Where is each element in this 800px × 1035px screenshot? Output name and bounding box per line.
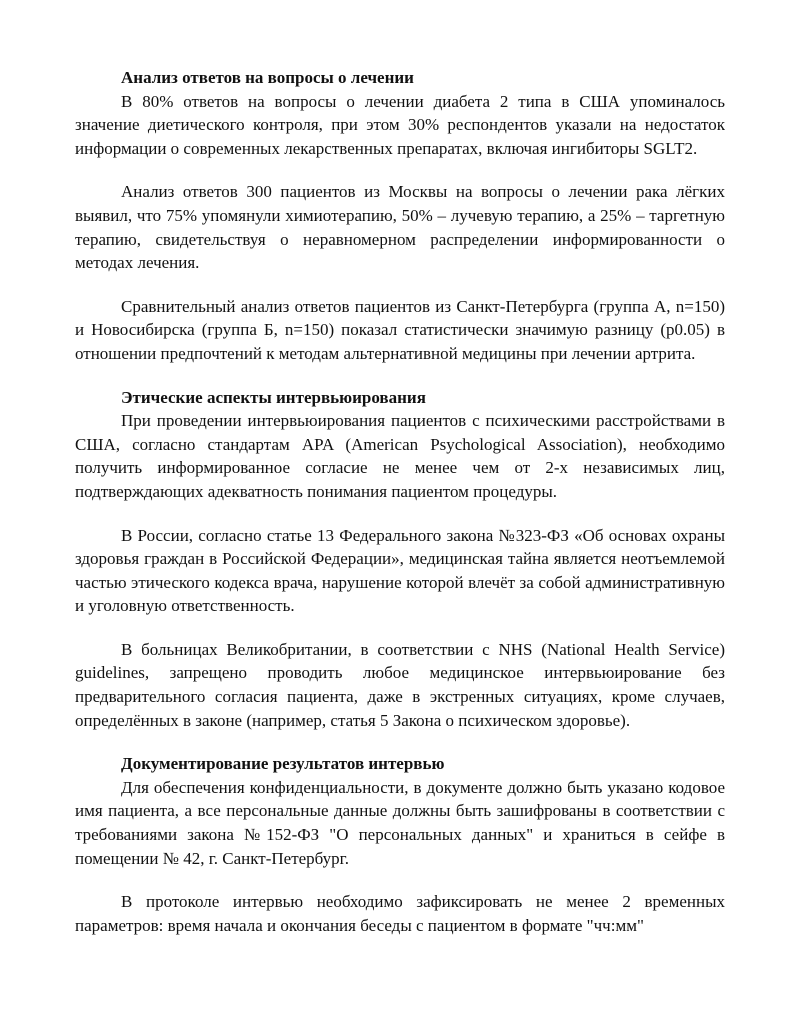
paragraph: В России, согласно статье 13 Федерального закона №323-ФЗ «Об основах охраны здоровья граждан в Российской Федерации», медицинская тайна является неотъемлемой частью этического кодекса врача, нарушение которой влечёт за собой административную и уголовную ответственность. bbox=[75, 525, 725, 616]
section-heading: Анализ ответов на вопросы о лечении bbox=[121, 68, 414, 87]
paragraph: В 80% ответов на вопросы о лечении диабета 2 типа в США упоминалось значение диетического контроля, при этом 30% респондентов указали на недостаток информации о современных лекарственных препаратах, включая ингибиторы SGLT2. bbox=[75, 91, 725, 158]
document-page bbox=[75, 66, 725, 937]
section-treatment-analysis bbox=[75, 66, 725, 366]
section-ethics bbox=[75, 386, 725, 733]
paragraph: Анализ ответов 300 пациентов из Москвы на вопросы о лечении рака лёгких выявил, что 75% упомянули химиотерапию, 50% – лучевую терапию, а 25% – таргетную терапию, свидетельствуя о неравномерном распределении информированности о методах лечения. bbox=[75, 182, 725, 273]
paragraph: Сравнительный анализ ответов пациентов из Санкт-Петербурга (группа А, n=150) и Новосибирска (группа Б, n=150) показал статистически значимую разницу (p0.05) в отношении предпочтений к методам альтернативной медицины при лечении артрита. bbox=[75, 296, 725, 363]
paragraph: Для обеспечения конфиденциальности, в документе должно быть указано кодовое имя пациента, а все персональные данные должны быть зашифрованы в соответствии с требованиями закона №152-ФЗ "О персональных данных" и храниться в сейфе в помещении № 42, г. Санкт-Петербург. bbox=[75, 777, 725, 868]
paragraph: В больницах Великобритании, в соответствии с NHS (National Health Service) guidelines, запрещено проводить любое медицинское интервьюирование без предварительного согласия пациента, даже в экстренных ситуациях, кроме случаев, определённых в законе (например, статья 5 Закона о психическом здоровье). bbox=[75, 639, 725, 730]
paragraph: В протоколе интервью необходимо зафиксировать не менее 2 временных параметров: время начала и окончания беседы с пациентом в формате "чч:мм" bbox=[75, 892, 725, 935]
section-heading: Этические аспекты интервьюирования bbox=[121, 387, 426, 407]
paragraph: При проведении интервьюирования пациентов с психическими расстройствами в США, согласно стандартам APA (American Psychological Association), необходимо получить информированное согласие не менее чем от 2-х независимых лиц, подтверждающих адекватность понимания пациентом процедуры. bbox=[75, 411, 725, 501]
section-heading: Документирование результатов интервью bbox=[121, 754, 445, 774]
section-documentation bbox=[75, 752, 725, 937]
